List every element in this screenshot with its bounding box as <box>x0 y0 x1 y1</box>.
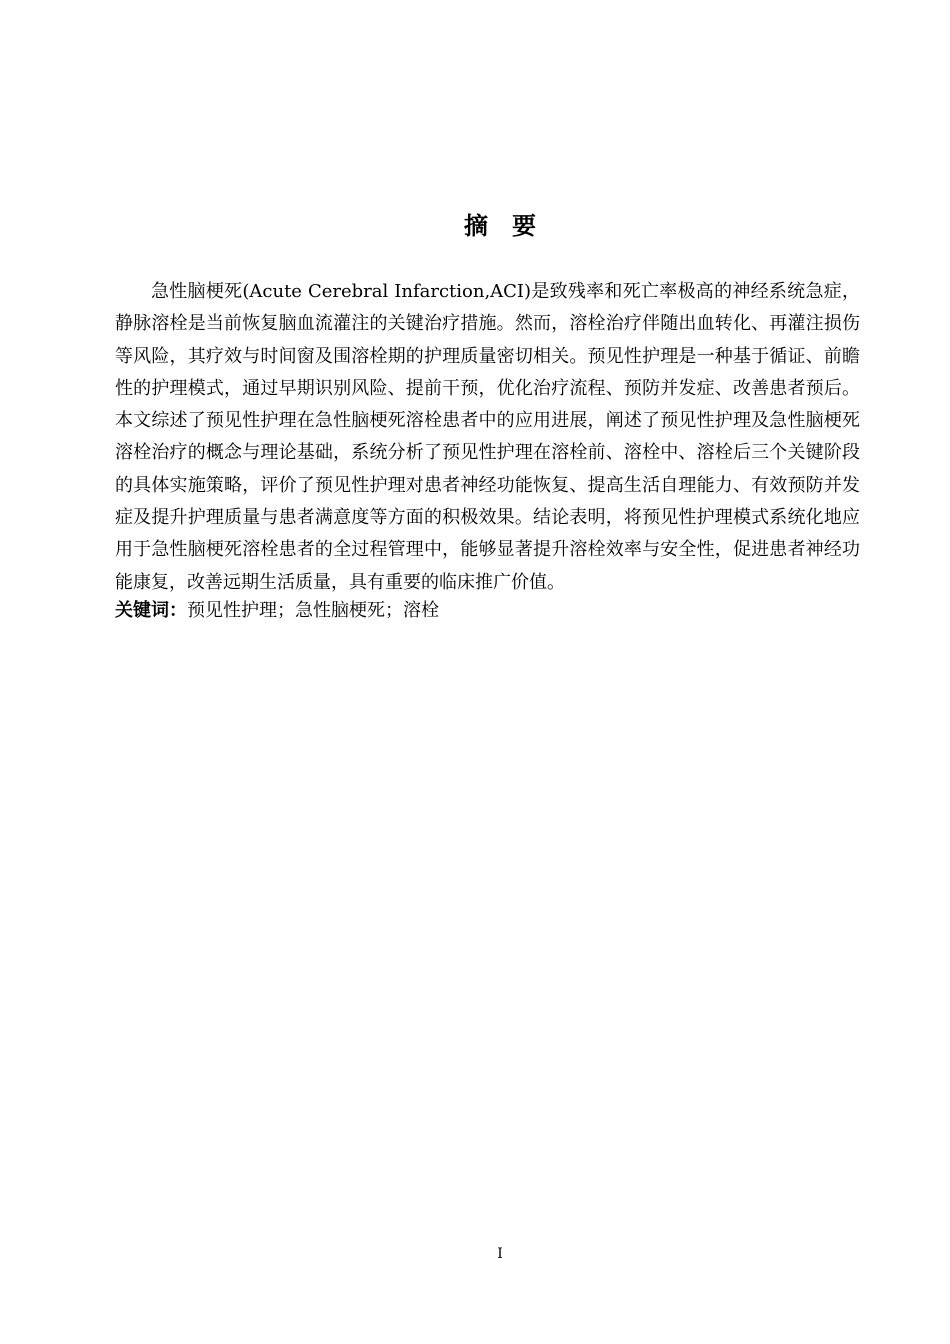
abstract-paragraph: 急性脑梗死(Acute Cerebral Infarction,ACI)是致残率和死亡率极高的神经系统急症，静脉溶栓是当前恢复脑血流灌注的关键治疗措施。然而，溶栓治疗伴随出血转化、再灌注损伤等风险，其疗效与时间窗及围溶栓期的护理质量密切相关。预见性护理是一种基于循证、前瞻性的护理模式，通过早期识别风险、提前干预，优化治疗流程、预防并发症、改善患者预后。本文综述了预见性护理在急性脑梗死溶栓患者中的应用进展，阐述了预见性护理及急性脑梗死溶栓治疗的概念与理论基础，系统分析了预见性护理在溶栓前、溶栓中、溶栓后三个关键阶段的具体实施策略，评价了预见性护理对患者神经功能恢复、提高生活自理能力、有效预防并发症及提升护理质量与患者满意度等方面的积极效果。结论表明，将预见性护理模式系统化地应用于急性脑梗死溶栓患者的全过程管理中，能够显著提升溶栓效率与安全性，促进患者神经功能康复，改善远期生活质量，具有重要的临床推广价值。 <box>115 281 860 593</box>
page-title: 摘要 <box>464 212 560 240</box>
keywords-label: 关键词： <box>115 600 187 621</box>
keywords-text: 预见性护理；急性脑梗死；溶栓 <box>187 600 439 621</box>
keywords-line <box>115 595 860 627</box>
page-number: I <box>497 1246 503 1262</box>
